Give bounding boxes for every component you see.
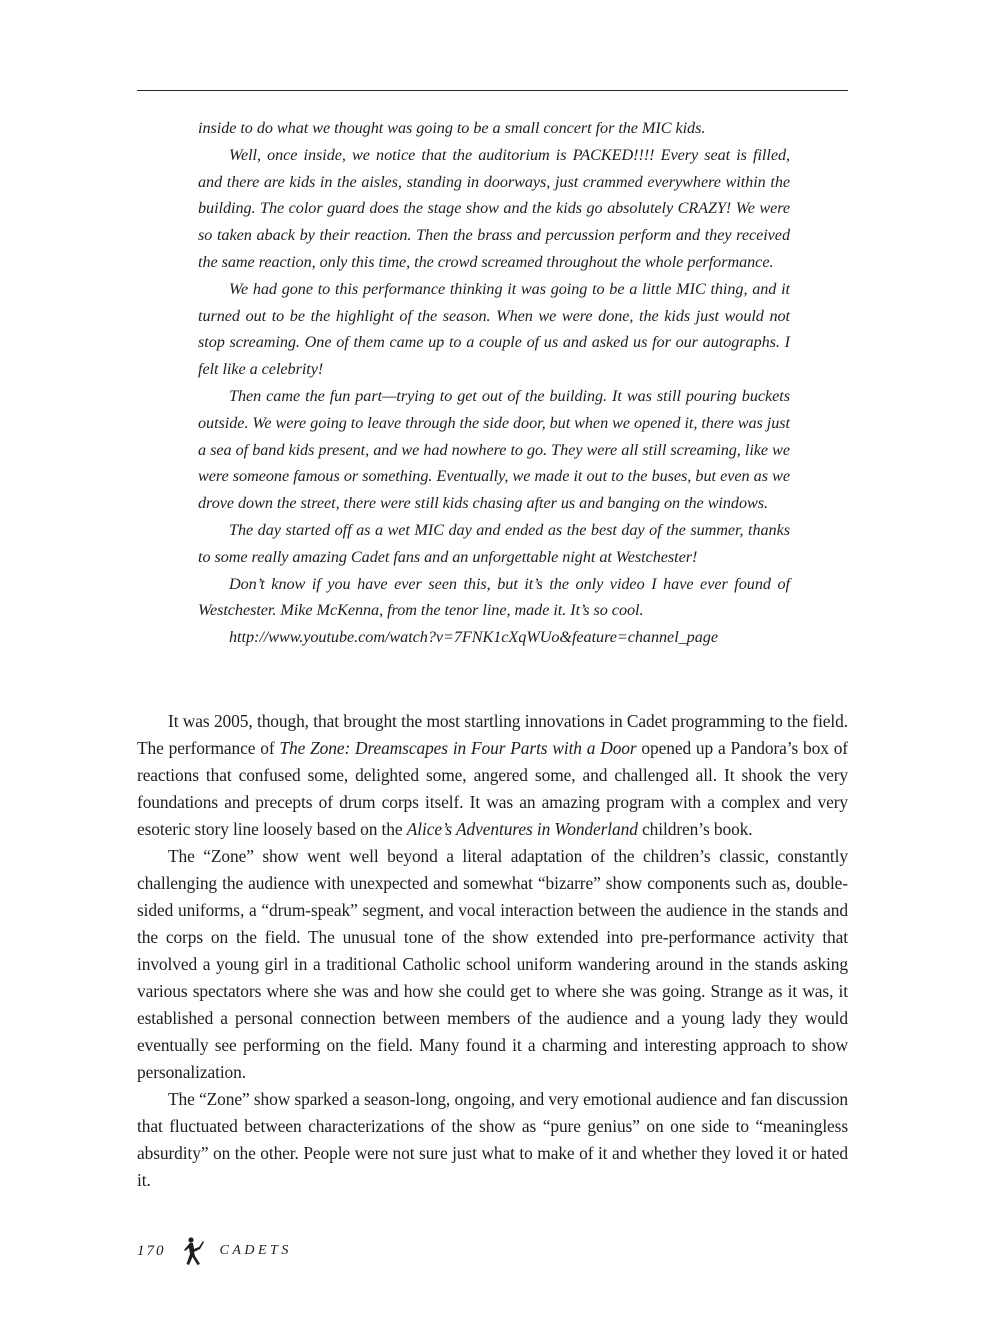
page-footer bbox=[137, 1236, 292, 1266]
page-number: 170 bbox=[137, 1242, 166, 1259]
body-paragraph bbox=[137, 708, 848, 843]
running-title: CADETS bbox=[219, 1243, 292, 1258]
show-title: The Zone: Dreamscapes in Four Parts with a Door bbox=[279, 738, 637, 758]
quote-url: http://www.youtube.com/watch?v=7FNK1cXqWUo&feature=channel_page bbox=[229, 628, 718, 647]
body-text-run: It was 2005, though, that brought the most startling innovations in Cadet programming to the field. The performance of bbox=[137, 711, 848, 758]
header-rule bbox=[137, 90, 848, 91]
quote-paragraph: inside to do what we thought was going to be a small concert for the MIC kids. bbox=[198, 119, 706, 137]
body-text-run: children’s book. bbox=[637, 819, 753, 839]
drum-major-silhouette-icon bbox=[180, 1236, 206, 1266]
body-paragraph: The “Zone” show went well beyond a literal adaptation of the children’s classic, constantly challenging the audience with unexpected and somewhat “bizarre” show components such as, double-sided uniforms, a “drum-speak” segment, and vocal interaction between the audience in the stands and the corps on the field. The unusual tone of the show extended into pre-performance activity that involved a young girl in a traditional Catholic school uniform wandering around in the stands asking various spectators where she was and how she could get to where she was going. Strange as it was, it established a personal connection between members of the audience and a young lady they would eventually see performing on the field. Many found it a charming and interesting approach to show personalization. bbox=[137, 846, 848, 1082]
quote-paragraph: Don’t know if you have ever seen this, but it’s the only video I have ever found of Westchester. Mike McKenna, from the tenor line, made it. It’s so cool. bbox=[198, 574, 790, 620]
book-title: Alice’s Adventures in Wonderland bbox=[406, 819, 638, 839]
quote-paragraph: The day started off as a wet MIC day and ended as the best day of the summer, thanks to some really amazing Cadet fans and an unforgettable night at Westchester! bbox=[198, 520, 790, 566]
body-text-run: opened up a Pandora’s box of reactions that confused some, delighted some, angered some, and challenged all. It shook the very foundations and precepts of drum corps itself. It was an amazing program with a complex and very esoteric story line loosely based on the bbox=[137, 738, 848, 839]
body-text bbox=[137, 708, 848, 1194]
quote-paragraph: Well, once inside, we notice that the auditorium is PACKED!!!! Every seat is filled, and there are kids in the aisles, standing in doorways, just crammed everywhere within the building. The color guard does the stage show and the kids go absolutely CRAZY! We were so taken aback by their reaction. Then the brass and percussion perform and they received the same reaction, only this time, the crowd screamed throughout the whole performance. bbox=[198, 145, 790, 271]
quote-paragraph: Then came the fun part—trying to get out of the building. It was still pouring buckets outside. We were going to leave through the side door, but when we opened it, there was just a sea of band kids present, and we had nowhere to go. They were all still screaming, like we were someone famous or something. Eventually, we made it out to the buses, but even as we drove down the street, there were still kids chasing after us and banging on the windows. bbox=[198, 386, 790, 513]
block-quote bbox=[198, 115, 790, 651]
quote-paragraph: We had gone to this performance thinking it was going to be a little MIC thing, and it turned out to be the highlight of the season. When we were done, the kids just would not stop screaming. One of them came up to a couple of us and asked us for our autographs. I felt like a celebrity! bbox=[198, 279, 790, 379]
body-paragraph: The “Zone” show sparked a season-long, ongoing, and very emotional audience and fan discussion that fluctuated between characterizations of the show as “pure genius” on one side to “meaningless absurdity” on the other. People were not sure just what to make of it and whether they loved it or hated it. bbox=[137, 1089, 848, 1190]
